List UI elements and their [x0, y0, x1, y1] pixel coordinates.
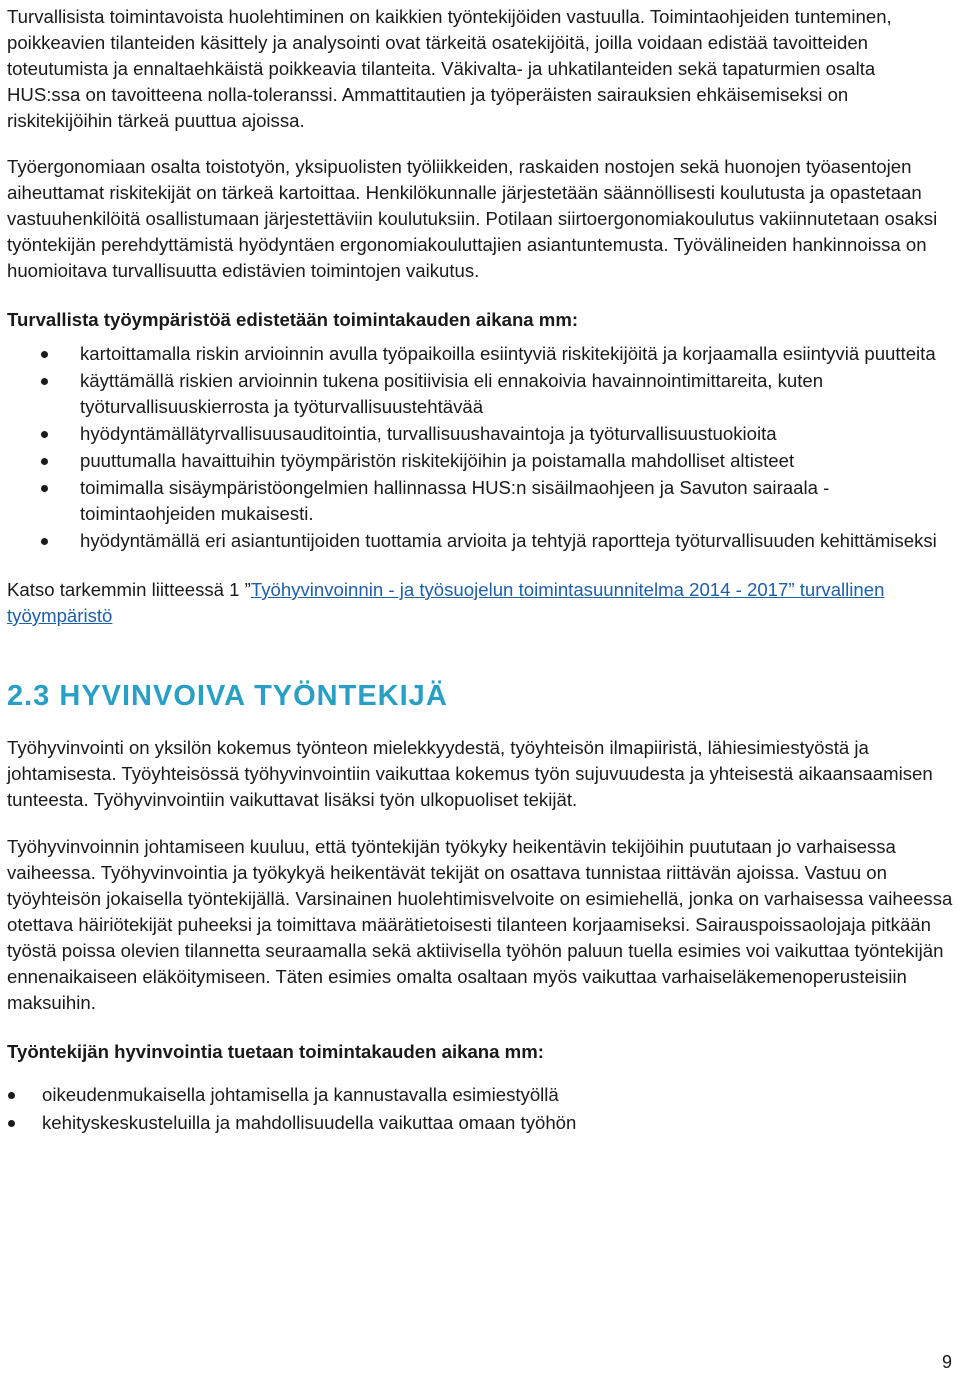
list-item-text: hyödyntämällätyrvallisuusauditointia, turvallisuushavaintoja ja työturvallisuustuokioita: [80, 423, 777, 444]
page-number: 9: [941, 1352, 952, 1372]
intro-paragraph-2: Työergonomiaan osalta toistotyön, yksipuolisten työliikkeiden, raskaiden nostojen sekä huonojen työasentojen aiheuttamat riskitekijät on tärkeä kartoittaa. Henkilökunnalle järjestetään säännöllisesti koulutusta ja opastetaan vastuuhenkilöitä osallistumaan järjestettäviin koulutuksiin. Potilaan siirtoergonomiakoulutus vakiinnutetaan osaksi työntekijän perehdyttämistä hyödyntäen ergonomiakouluttajien asiantuntemusta. Työvälineiden hankinnoissa on huomioitava turvallisuutta edistävien toimintojen vaikutus.: [7, 156, 938, 281]
support-list: [7, 1082, 953, 1136]
bullet-icon: [41, 378, 48, 385]
list-item-text: kartoittamalla riskin arvioinnin avulla työpaikoilla esiintyviä riskitekijöitä ja korjaamalla esiintyviä puutteita: [80, 343, 936, 364]
see-also-note: [7, 577, 953, 629]
support-heading: Työntekijän hyvinvointia tuetaan toimintakauden aikana mm:: [7, 1041, 544, 1062]
list-item: [7, 448, 953, 474]
list-item-text: toimimalla sisäympäristöongelmien hallinnassa HUS:n sisäilmaohjeen ja Savuton sairaala - toimintaohjeiden mukaisesti.: [80, 477, 830, 524]
list-item: [7, 341, 953, 367]
safe-environment-list: [7, 341, 953, 554]
list-item: [7, 1082, 953, 1108]
bullet-icon: [41, 351, 48, 358]
bullet-icon: [41, 485, 48, 492]
bullet-icon: [8, 1092, 15, 1099]
list-item-text: oikeudenmukaisella johtamisella ja kannustavalla esimiestyöllä: [42, 1084, 559, 1105]
list-item: [7, 1110, 953, 1136]
list-item: [7, 421, 953, 447]
document-page: [7, 0, 953, 1138]
bullet-icon: [41, 538, 48, 545]
list-item-text: hyödyntämällä eri asiantuntijoiden tuottamia arvioita ja tehtyjä raportteja työturvallisuuden kehittämiseksi: [80, 530, 937, 551]
bullet-icon: [8, 1120, 15, 1127]
section-paragraph-2: Työhyvinvoinnin johtamiseen kuuluu, että työntekijän työkyky heikentävin tekijöihin puututaan jo varhaisessa vaiheessa. Työhyvinvointia ja työkykyä heikentävät tekijät on osattava tunnistaa riittävän ajoissa. Vastuu on työyhteisön jokaisella työntekijällä. Varsinainen huolehtimisvelvoite on esimiehellä, jonka on varhaisessa vaiheessa otettava häiriötekijät puheeksi ja toimittava määrätietoisesti tilanteen korjaamiseksi. Sairauspoissaolojaja pitkään työstä poissa olevien tilannetta seuraamalla sekä aktiivisella työhön paluun tuella esimies voi vaikuttaa työntekijän ennenaikaiseen eläköitymiseen. Täten esimies omalta osaltaan myös vaikuttaa varhaiseläkemenoperusteisiin maksuihin.: [7, 836, 953, 1013]
bullet-icon: [41, 458, 48, 465]
list-item: [7, 528, 953, 554]
section-title: 2.3 HYVINVOIVA TYÖNTEKIJÄ: [7, 680, 448, 712]
list-item-text: kehityskeskusteluilla ja mahdollisuudella vaikuttaa omaan työhön: [42, 1112, 577, 1133]
list-item-text: puuttumalla havaittuihin työympäristön riskitekijöihin ja poistamalla mahdolliset altisteet: [80, 450, 795, 471]
list-item-text: käyttämällä riskien arvioinnin tukena positiivisia eli ennakoivia havainnointimittareita, kuten työturvallisuuskierrosta ja työturvallisuustehtävää: [80, 370, 824, 417]
bullet-icon: [41, 431, 48, 438]
list-item: [7, 368, 953, 420]
intro-paragraph-1: Turvallisista toimintavoista huolehtiminen on kaikkien työntekijöiden vastuulla. Toimintaohjeiden tunteminen, poikkeavien tilanteiden käsittely ja analysointi ovat tärkeitä osatekijöitä, joilla voidaan edistää tavoitteiden toteutumista ja ennaltaehkäistä poikkeavia tilanteita. Väkivalta- ja uhkatilanteiden sekä tapaturmien osalta HUS:ssa on tavoitteena nolla-toleranssi. Ammattitautien ja työperäisten sairauksien ehkäisemiseksi on riskitekijöihin tärkeä puuttua ajoissa.: [7, 6, 892, 131]
safe-environment-heading: Turvallista työympäristöä edistetään toimintakauden aikana mm:: [7, 309, 579, 330]
appendix-link[interactable]: Työhyvinvoinnin - ja työsuojelun toimintasuunnitelma 2014 - 2017” turvallinen työympäristö: [7, 579, 885, 626]
list-item: [7, 475, 953, 527]
section-paragraph-1: Työhyvinvointi on yksilön kokemus työnteon mielekkyydestä, työyhteisön ilmapiiristä, lähiesimiestyöstä ja johtamisesta. Työyhteisössä työhyvinvointiin vaikuttaa kokemus työn sujuvuudesta ja yhteisestä aikaansaamisen tunteesta. Työhyvinvointiin vaikuttavat lisäksi työn ulkopuoliset tekijät.: [7, 737, 933, 810]
see-also-prefix: Katso tarkemmin liitteessä 1 ”: [7, 579, 251, 600]
